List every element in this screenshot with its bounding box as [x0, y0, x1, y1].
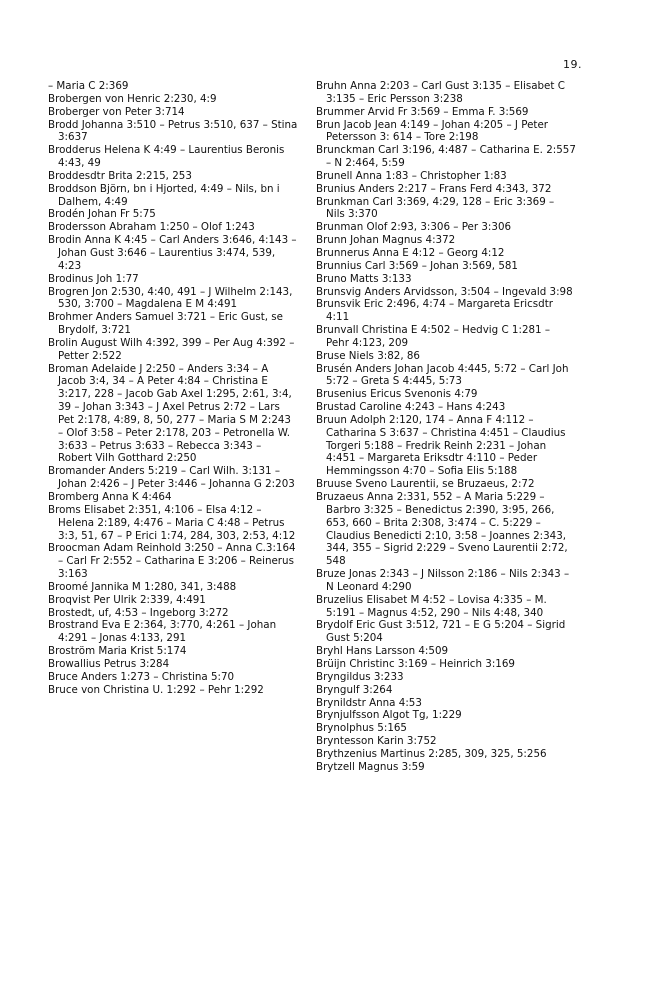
index-entry: Brunius Anders 2:217 – Frans Ferd 4:343, 372 [316, 182, 552, 195]
index-entry: Bruun Adolph 2:120, 174 – Anna F 4:112 – Catharina S 3:637 – Christina 4:451 – Claudius Torgeri 5:188 – Fredrik Reinh 2:231 – Johan 4:451 – Margareta Eriksdtr 4:110 – Peder Hemmingsson 4:70 – Sofia Elis 5:188 [316, 413, 566, 478]
index-entry: Brunsvik Eric 2:496, 4:74 – Margareta Ericsdtr 4:11 [316, 298, 553, 324]
index-entry: Bryntesson Karin 3:752 [316, 735, 437, 748]
index-entry: Brunsvig Anders Arvidsson, 3:504 – Ingevald 3:98 [316, 285, 573, 298]
right-column [316, 80, 576, 774]
index-entry: Brunckman Carl 3:196, 4:487 – Catharina E. 2:557 – N 2:464, 5:59 [316, 144, 576, 170]
index-entry: Bruse Niels 3:82, 86 [316, 349, 420, 362]
index-entry: Brynolphus 5:165 [316, 722, 407, 735]
index-entry: Brun Jacob Jean 4:149 – Johan 4:205 – J Peter Petersson 3: 614 – Tore 2:198 [316, 118, 549, 144]
page-number: 19. [563, 58, 582, 71]
index-entry: Brodin Anna K 4:45 – Carl Anders 3:646, 4:143 – Johan Gust 3:646 – Laurentius 3:474, 539, 4:23 [48, 234, 297, 272]
index-entry: Broström Maria Krist 5:174 [48, 645, 187, 658]
index-entry: – Maria C 2:369 [48, 80, 129, 92]
index-entry: Bruuse Sveno Laurentii, se Bruzaeus, 2:72 [316, 478, 535, 491]
index-entry: Brodén Johan Fr 5:75 [48, 208, 156, 221]
index-entry: Brunvall Christina E 4:502 – Hedvig C 1:281 – Pehr 4:123, 209 [316, 324, 551, 349]
index-entry: Bruzaeus Anna 2:331, 552 – A Maria 5:229 – Barbro 3:325 – Benedictus 2:390, 3:95, 266, 653, 660 – Brita 2:308, 3:474 – C. 5:229 – Claudius Benedicti 2:10, 3:58 – Joannes 2:343, 344, 355 – Sigrid 2:229 – Sveno Laurentii 2:72, 548 [316, 491, 568, 568]
index-entry: Brunnerus Anna E 4:12 – Georg 4:12 [316, 246, 505, 259]
index-entry: Brusenius Ericus Svenonis 4:79 [316, 388, 478, 401]
index-entry: Bruze Jonas 2:343 – J Nilsson 2:186 – Nils 2:343 – N Leonard 4:290 [316, 568, 570, 593]
index-entry: Bruce von Christina U. 1:292 – Pehr 1:292 [48, 683, 264, 696]
index-entry: Broman Adelaide J 2:250 – Anders 3:34 – A Jacob 3:4, 34 – A Peter 4:84 – Christina E 3:217, 228 – Jacob Gab Axel 1:295, 2:61, 3:4, 39 – Johan 3:343 – J Axel Petrus 2:72 – Lars Pet 2:178, 4:89, 8, 50, 277 – Maria S M 2:243 – Olof 3:58 – Peter 2:178, 203 – Petronella W. 3:633 – Petrus 3:633 – Rebecca 3:343 – Robert Vilh Gotthard 2:250 [48, 362, 292, 465]
index-entry: Bromberg Anna K 4:464 [48, 491, 172, 503]
index-entry: Brustad Caroline 4:243 – Hans 4:243 [316, 401, 506, 414]
index-entry: Brohmer Anders Samuel 3:721 – Eric Gust, se Brydolf, 3:721 [48, 311, 284, 337]
index-entry: Brynildstr Anna 4:53 [316, 696, 422, 709]
index-entry: Brunnius Carl 3:569 – Johan 3:569, 581 [316, 259, 518, 272]
index-entry: Bruzelius Elisabet M 4:52 – Lovisa 4:335 – M. 5:191 – Magnus 4:52, 290 – Nils 4:48, 340 [316, 593, 547, 619]
index-entry: Browallius Petrus 3:284 [48, 657, 170, 670]
index-entry: Brummer Arvid Fr 3:569 – Emma F. 3:569 [316, 105, 529, 118]
index-entry: Brytzell Magnus 3:59 [316, 760, 425, 773]
index-entry: Brostedt, uf, 4:53 – Ingeborg 3:272 [48, 606, 229, 619]
index-entry: Broomé Jannika M 1:280, 341, 3:488 [48, 580, 237, 593]
index-entry: Brogren Jon 2:530, 4:40, 491 – J Wilhelm 2:143, 530, 3:700 – Magdalena E M 4:491 [48, 285, 293, 311]
index-entry: Brydolf Eric Gust 3:512, 721 – E G 5:204 – Sigrid Gust 5:204 [316, 619, 566, 645]
index-entry: Broqvist Per Ulrik 2:339, 4:491 [48, 593, 206, 606]
index-entry: Brobergen von Henric 2:230, 4:9 [48, 92, 217, 105]
index-entry: Bryhl Hans Larsson 4:509 [316, 645, 449, 658]
index-entry: Broms Elisabet 2:351, 4:106 – Elsa 4:12 – Helena 2:189, 4:476 – Maria C 4:48 – Petrus 3:3, 51, 67 – P Erici 1:74, 284, 303, 2:53, 4:12 [48, 503, 296, 542]
index-entry: Brostrand Eva E 2:364, 3:770, 4:261 – Johan 4:291 – Jonas 4:133, 291 [48, 619, 277, 645]
index-entry: Brunman Olof 2:93, 3:306 – Per 3:306 [316, 221, 512, 234]
index-entry: Bromander Anders 5:219 – Carl Wilh. 3:131 – Johan 2:426 – J Peter 3:446 – Johanna G 2:203 [48, 465, 295, 491]
index-entry: Bruhn Anna 2:203 – Carl Gust 3:135 – Elisabet C 3:135 – Eric Persson 3:238 [316, 80, 565, 105]
index-entry: Brunkman Carl 3:369, 4:29, 128 – Eric 3:369 – Nils 3:370 [316, 195, 555, 221]
index-entry: Brodinus Joh 1:77 [48, 272, 139, 285]
index-entry: Brusén Anders Johan Jacob 4:445, 5:72 – Carl Joh 5:72 – Greta S 4:445, 5:73 [316, 362, 569, 388]
index-entry: Brolin August Wilh 4:392, 399 – Per Aug 4:392 – Petter 2:522 [48, 336, 295, 362]
index-entry: Brythzenius Martinus 2:285, 309, 325, 5:256 [316, 747, 547, 760]
index-entry: Bruno Matts 3:133 [316, 272, 412, 285]
index-entry: Brodersson Abraham 1:250 – Olof 1:243 [48, 221, 255, 234]
left-column [48, 80, 298, 697]
index-entry: Brunell Anna 1:83 – Christopher 1:83 [316, 169, 507, 182]
index-entry: Brodd Johanna 3:510 – Petrus 3:510, 637 – Stina 3:637 [48, 118, 298, 144]
index-entry: Brunn Johan Magnus 4:372 [316, 234, 456, 247]
index-entry: Broddson Björn, bn i Hjorted, 4:49 – Nils, bn i Dalhem, 4:49 [48, 182, 280, 208]
index-entry: Broberger von Peter 3:714 [48, 105, 185, 118]
index-entry: Bryngildus 3:233 [316, 670, 404, 683]
index-entry: Broocman Adam Reinhold 3:250 – Anna C.3:164 – Carl Fr 2:552 – Catharina E 3:206 – Reinerus 3:163 [48, 542, 296, 581]
index-entry: Brüijn Christinc 3:169 – Heinrich 3:169 [316, 657, 515, 670]
index-entry: Bruce Anders 1:273 – Christina 5:70 [48, 670, 235, 683]
index-entry: Bryngulf 3:264 [316, 683, 393, 696]
index-entry: Brodderus Helena K 4:49 – Laurentius Beronis 4:43, 49 [48, 144, 285, 170]
index-entry: Broddesdtr Brita 2:215, 253 [48, 169, 192, 182]
index-entry: Brynjulfsson Algot Tg, 1:229 [316, 709, 462, 722]
